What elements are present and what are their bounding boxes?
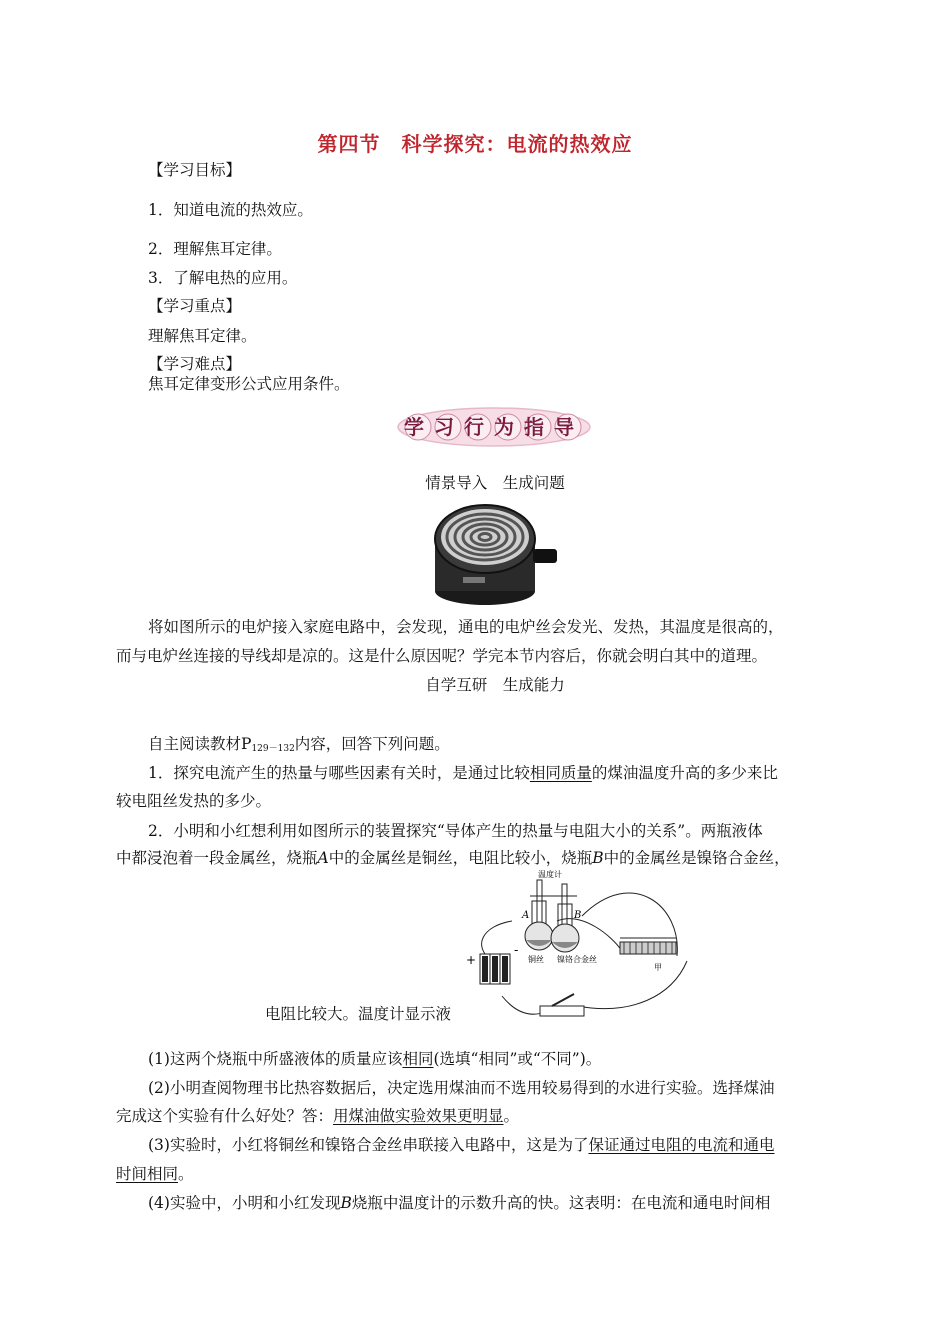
question-2-line-3: 电阻比较大。温度计显示液 <box>265 1005 452 1023</box>
label-thermometer: 温度计 <box>538 870 562 879</box>
goal-3: 3．了解电热的应用。 <box>148 269 298 287</box>
question-1-line-1: 1．探究电流产生的热量与哪些因素有关时，是通过比较相同质量的煤油温度升高的多少来比 <box>148 764 778 782</box>
section-situation: 情景导入 生成问题 <box>425 474 565 492</box>
label-minus: - <box>514 943 519 957</box>
goal-2: 2．理解焦耳定律。 <box>148 240 282 258</box>
label-rheostat: 甲 <box>654 963 662 972</box>
label-plus: + <box>466 953 477 967</box>
label-flask-b: B <box>574 910 582 921</box>
answer-blank: 相同 <box>402 1050 434 1068</box>
label-copper: 铜丝 <box>528 955 544 964</box>
question-2-line-1: 2．小明和小红想利用如图所示的装置探究“导体产生的热量与电阻大小的关系”。两瓶液体 <box>148 822 763 840</box>
intro-line-2: 而与电炉丝连接的导线却是凉的。这是什么原因呢？学完本节内容后，你就会明白其中的道理。 <box>116 647 768 665</box>
answer-blank: 时间相同 <box>116 1165 179 1183</box>
goal-1: 1．知道电流的热效应。 <box>148 201 313 219</box>
intro-line-1: 将如图所示的电炉接入家庭电路中，会发现，通电的电炉丝会发光、发热，其温度是很高的， <box>148 618 784 636</box>
label-flask-a: A <box>522 910 530 921</box>
section-self-study: 自学互研 生成能力 <box>425 676 565 694</box>
question-1-line-2: 较电阻丝发热的多少。 <box>116 792 272 810</box>
key-text: 理解焦耳定律。 <box>148 327 257 345</box>
label-nichrome: 镍铬合金丝 <box>557 955 597 964</box>
sub-question-2-line-2: 完成这个实验有什么好处？答：用煤油做实验效果更明显。 <box>116 1107 520 1125</box>
sub-question-3-line-1: (3)实验时，小红将铜丝和镍铬合金丝串联接入电路中，这是为了保证通过电阻的电流和通电 <box>148 1136 775 1154</box>
experiment-apparatus-diagram <box>462 866 698 1026</box>
banner-text: 学习行为指导 <box>404 415 584 439</box>
reading-instruction: 自主阅读教材$P_{129-132}$内容，回答下列问题。 <box>148 735 450 754</box>
answer-blank: 保证通过电阻的电流和通电 <box>588 1136 775 1154</box>
sub-question-3-line-2: 时间相同。 <box>116 1165 194 1183</box>
sub-question-4-line-1: (4)实验中，小明和小红发现B烧瓶中温度计的示数升高的快。这表明：在电流和通电时间相 <box>148 1194 771 1212</box>
answer-blank: 用煤油做实验效果更明显 <box>333 1107 504 1125</box>
goals-header: 【学习目标】 <box>148 161 242 179</box>
answer-blank: 相同质量 <box>529 764 592 782</box>
difficulty-text: 焦耳定律变形公式应用条件。 <box>148 375 350 393</box>
key-header: 【学习重点】 <box>148 297 242 315</box>
sub-question-1: (1)这两个烧瓶中所盛液体的质量应该相同(选填“相同”或“不同”)。 <box>148 1050 602 1068</box>
difficulty-header: 【学习难点】 <box>148 355 242 373</box>
electric-stove-image <box>423 499 563 611</box>
section-banner <box>396 405 592 449</box>
page-title: 第四节 科学探究：电流的热效应 <box>317 132 633 156</box>
question-2-line-2: 中都浸泡着一段金属丝，烧瓶A中的金属丝是铜丝，电阻比较小，烧瓶B中的金属丝是镍铬合金丝， <box>116 849 790 867</box>
sub-question-2-line-1: (2)小明查阅物理书比热容数据后，决定选用煤油而不选用较易得到的水进行实验。选择煤油 <box>148 1079 775 1097</box>
